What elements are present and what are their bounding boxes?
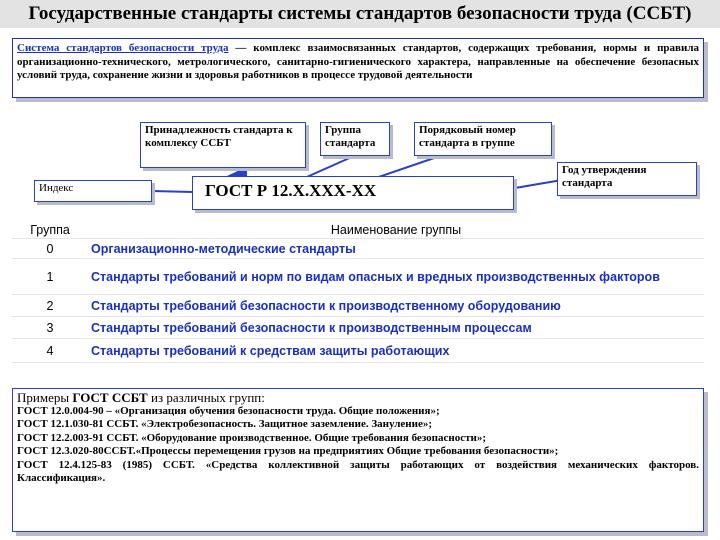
- examples-box: [12, 388, 704, 532]
- example-item: ГОСТ 12.4.125-83 (1985) ССБТ. «Средства коллективной защиты работающих от воздействия механических факторов. Классификация».: [17, 458, 699, 484]
- examples-heading-bold: ГОСТ ССБТ: [72, 390, 148, 405]
- definition-term: Система стандартов безопасности труда: [17, 42, 229, 54]
- page-title: Государственные стандарты системы стандартов безопасности труда (ССБТ): [0, 0, 720, 28]
- group-name: Стандарты требований безопасности к производственным процессам: [91, 320, 532, 335]
- standard-code: ГОСТ Р 12.Х.ХХХ-ХХ: [192, 176, 514, 210]
- group-number: 0: [46, 241, 54, 256]
- table-row: [12, 295, 704, 317]
- group-name: Стандарты требований и норм по видам опасных и вредных производственных факторов: [91, 269, 660, 284]
- definition-text: — комплекс взаимосвязанных стандартов, содержащих требования, нормы и правила организационно-технического, метрологического, санитарно-гигиенического характера, направленные на обеспечение безопасных условий труда, сохранение жизни и здоровья работников в процессе трудовой деятельности: [17, 42, 699, 81]
- example-item: ГОСТ 12.0.004-90 – «Организация обучения безопасности труда. Общие положения»;: [17, 404, 440, 417]
- serial-box: Порядковый номер стандарта в группе: [414, 122, 552, 156]
- group-name: Организационно-методические стандарты: [91, 241, 356, 256]
- example-item: ГОСТ 12.1.030-81 ССБТ. «Электробезопасность. Защитное заземление. Зануление»;: [17, 418, 433, 430]
- table-header-row: [12, 222, 704, 239]
- header-group: Группа: [30, 223, 70, 237]
- examples-heading-suffix: из различных групп:: [147, 390, 265, 405]
- header-name: Наименование группы: [330, 223, 462, 237]
- index-box: Индекс: [34, 180, 152, 202]
- group-number: 2: [46, 298, 54, 313]
- group-box: Группа стандарта: [320, 122, 390, 156]
- table-row: [12, 259, 704, 295]
- example-item: ГОСТ 12.3.020-80ССБТ.«Процессы перемещения грузов на предприятиях Общие требования безопасности»;: [17, 445, 559, 457]
- connector-year: [515, 180, 562, 188]
- table-row: [12, 239, 704, 259]
- groups-table: [12, 222, 704, 382]
- examples-heading-prefix: Примеры: [17, 390, 73, 405]
- examples-heading: [17, 391, 699, 405]
- belonging-box: Принадлежность стандарта к комплексу ССБТ: [140, 122, 306, 168]
- group-number: 4: [46, 343, 54, 358]
- group-name: Стандарты требований безопасности к производственному оборудованию: [91, 298, 561, 313]
- table-row: [12, 339, 704, 363]
- group-number: 1: [46, 269, 54, 284]
- table-row: [12, 317, 704, 339]
- example-item: ГОСТ 12.2.003-91 ССБТ. «Оборудование производственное. Общие требования безопасности»;: [17, 431, 487, 444]
- year-box: Год утверждения стандарта: [557, 162, 697, 196]
- connector-index: [152, 191, 193, 192]
- group-number: 3: [46, 320, 54, 335]
- group-name: Стандарты требований к средствам защиты работающих: [91, 343, 450, 358]
